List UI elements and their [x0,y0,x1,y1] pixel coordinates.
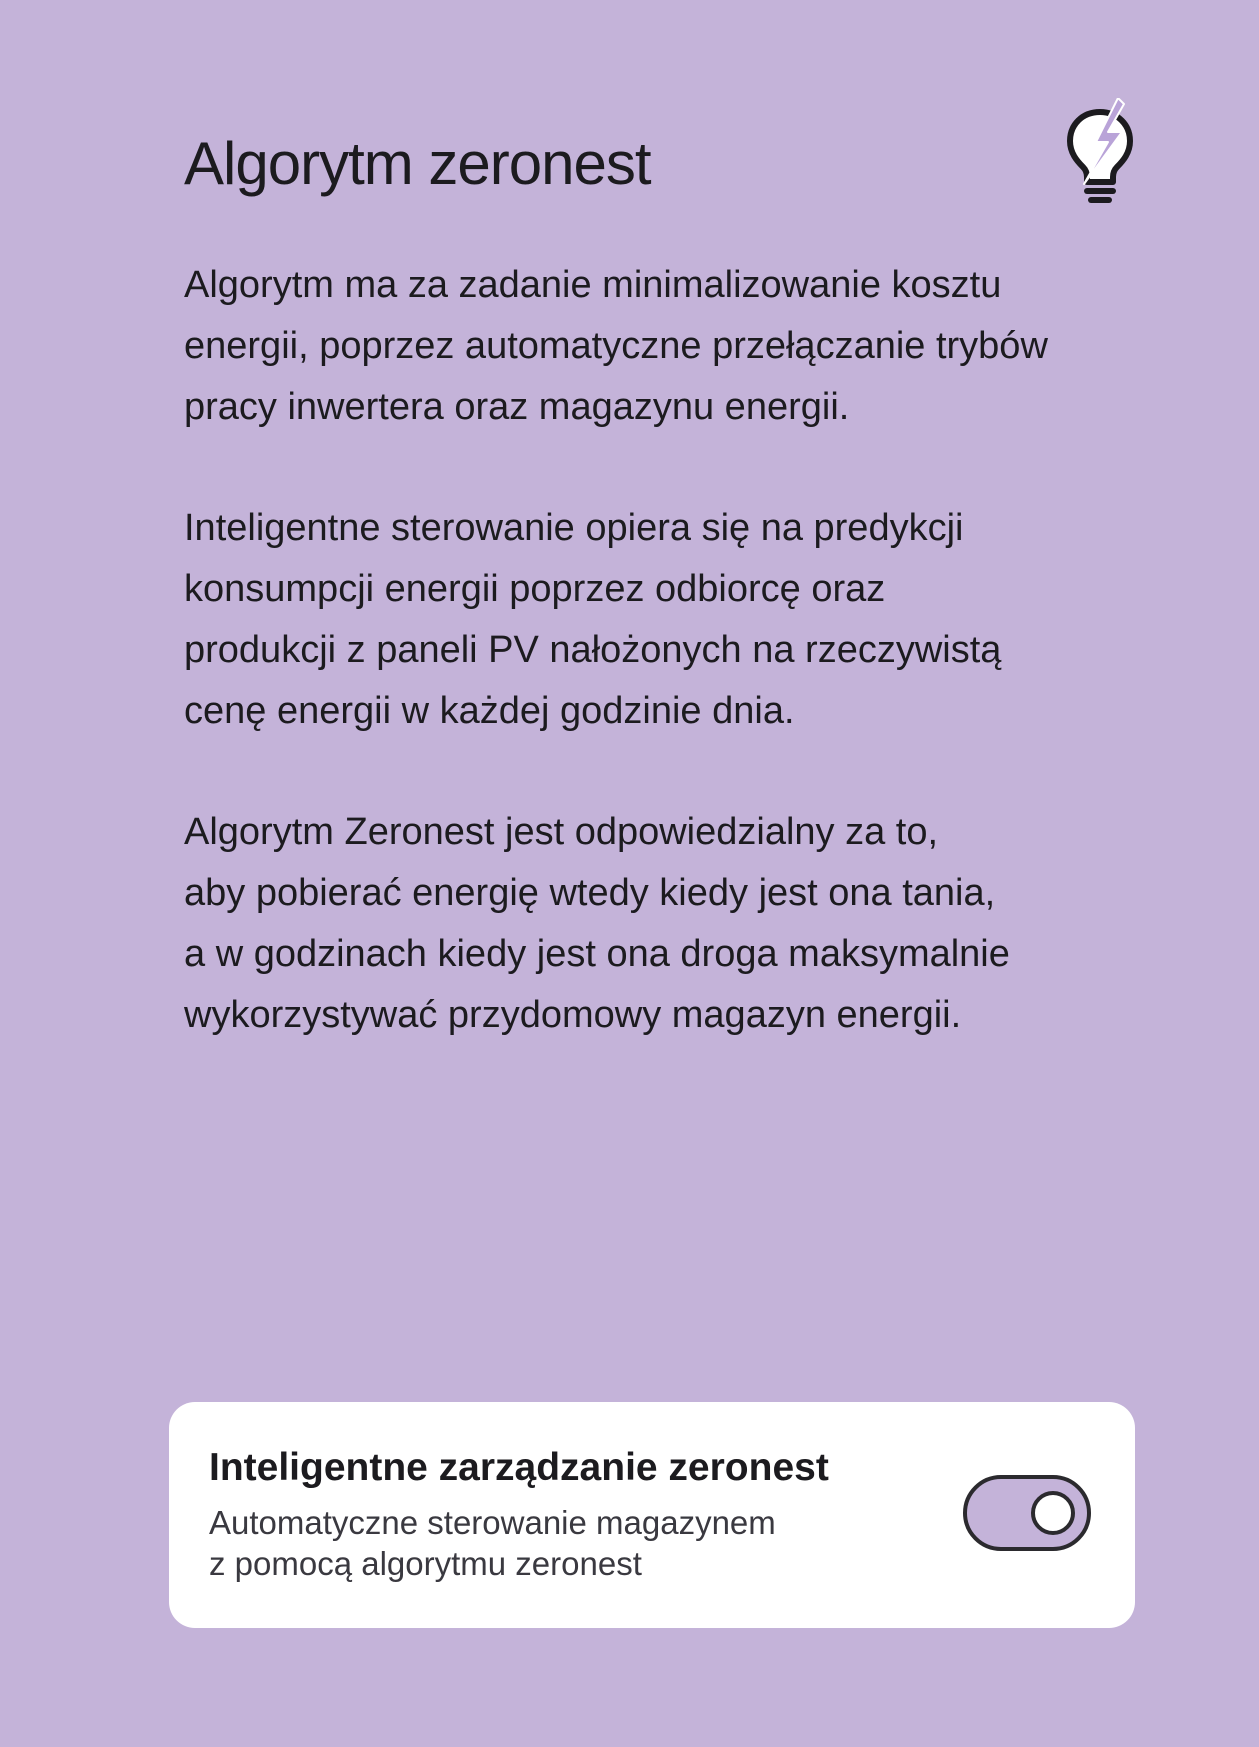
smart-management-toggle[interactable] [963,1475,1091,1551]
description-paragraph-2: Inteligentne sterowanie opiera się na predykcji konsumpcji energii poprzez odbiorcę oraz produkcji z paneli PV nałożonych na rzeczywistą cenę energii w każdej godzinie dnia. [184,507,1002,732]
lightbulb-bolt-icon [1062,98,1138,210]
page-title: Algorytm zeronest [184,130,651,197]
description-paragraph-1: Algorytm ma za zadanie minimalizowanie kosztu energii, poprzez automatyczne przełączanie trybów pracy inwertera oraz magazynu energii. [184,264,1048,428]
toggle-knob [1031,1491,1075,1535]
setting-title: Inteligentne zarządzanie zeronest [209,1446,829,1489]
setting-description: Automatyczne sterowanie magazynem z pomocą algorytmu zeronest [209,1504,776,1582]
smart-management-setting-card [169,1402,1135,1628]
description-paragraph-3: Algorytm Zeronest jest odpowiedzialny za to, aby pobierać energię wtedy kiedy jest ona tania, a w godzinach kiedy jest ona droga maksymalnie wykorzystywać przydomowy magazyn energii. [184,811,1010,1036]
